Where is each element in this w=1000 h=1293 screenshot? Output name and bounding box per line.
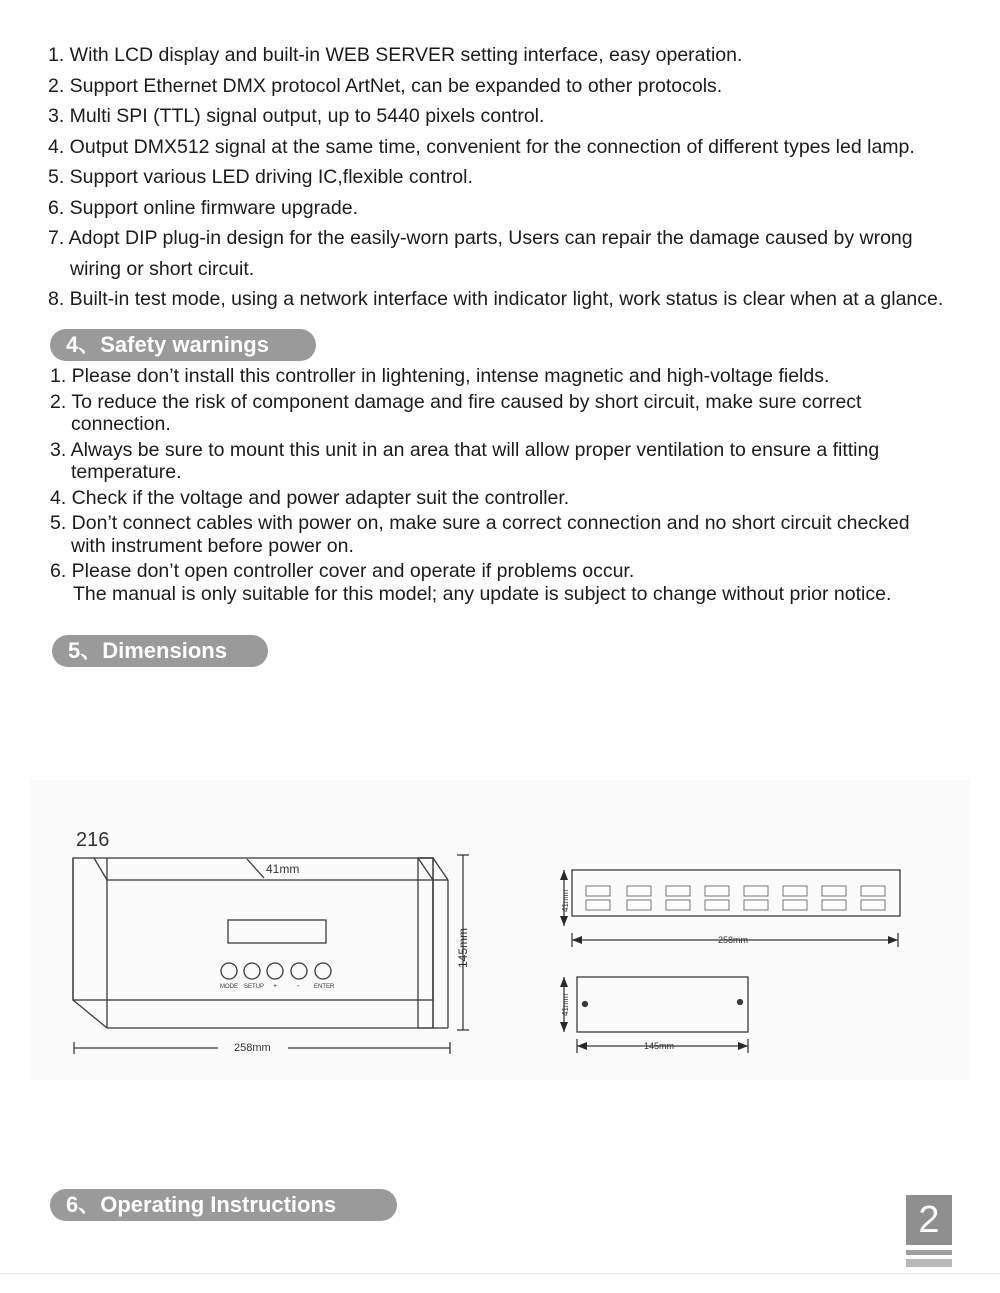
features-list — [48, 40, 978, 315]
mode-button-shape — [221, 963, 237, 979]
feature-item: 7. Adopt DIP plug-in design for the easily-worn parts, Users can repair the damage caused by wrong wiring or short circuit. — [48, 227, 913, 280]
button-label-minus: - — [297, 983, 300, 990]
side-height-label: 41mm — [561, 993, 570, 1016]
safety-item: 5. Don’t connect cables with power on, make sure a correct connection and no short circuit checked with instrument before power on. — [50, 512, 910, 557]
side-view-body — [577, 977, 748, 1032]
button-label-mode: MODE — [220, 984, 238, 990]
safety-item: 6. Please don’t open controller cover and operate if problems occur. The manual is only suitable for this model; any update is subject to change without prior notice. — [50, 560, 892, 605]
feature-item: 2. Support Ethernet DMX protocol ArtNet, can be expanded to other protocols. — [48, 74, 723, 97]
top-width-label: 258mm — [718, 935, 749, 945]
safety-list — [50, 365, 980, 608]
feature-item: 5. Support various LED driving IC,flexible control. — [48, 166, 473, 188]
dimensions-drawing — [30, 780, 970, 1080]
operating-heading: 6、Operating Instructions — [50, 1189, 397, 1221]
button-label-enter: ENTER — [314, 984, 335, 990]
top-view-body — [572, 870, 900, 916]
feature-item: 8. Built-in test mode, using a network interface with indicator light, work status is clear when at a glance. — [48, 288, 944, 310]
top-height-label: 41mm — [561, 889, 570, 912]
feature-item: 6. Support online firmware upgrade. — [48, 196, 359, 219]
dimensions-svg — [30, 780, 970, 1080]
side-width-label: 145mm — [644, 1041, 675, 1051]
lcd-screen — [228, 920, 326, 943]
enter-button-shape — [315, 963, 331, 979]
front-width-label: 258mm — [234, 1042, 271, 1054]
page-number-bar — [906, 1250, 952, 1255]
page-number: 2 — [906, 1195, 952, 1245]
button-label-plus: + — [273, 983, 278, 990]
dimensions-heading: 5、Dimensions — [52, 635, 268, 667]
plus-button-shape — [267, 963, 283, 979]
model-number: 216 — [76, 829, 110, 851]
feature-item: 4. Output DMX512 signal at the same time, convenient for the connection of different types led lamp. — [48, 135, 915, 158]
safety-item: 4. Check if the voltage and power adapter suit the controller. — [50, 486, 570, 509]
front-height-label: 145mm — [456, 927, 470, 968]
safety-item: 3. Always be sure to mount this unit in an area that will allow proper ventilation to ensure a fitting temperature. — [50, 438, 880, 483]
minus-button-shape — [291, 963, 307, 979]
page-number-bar — [906, 1259, 952, 1267]
button-label-setup: SETUP — [244, 984, 265, 990]
terminal-blocks — [586, 886, 885, 910]
safety-item: 2. To reduce the risk of component damage and fire caused by short circuit, make sure correct connection. — [50, 390, 862, 435]
front-depth-label: 41mm — [266, 862, 300, 876]
setup-button-shape — [244, 963, 260, 979]
bottom-divider — [0, 1273, 1000, 1274]
feature-item: 3. Multi SPI (TTL) signal output, up to 5440 pixels control. — [48, 105, 545, 127]
safety-heading: 4、Safety warnings — [50, 329, 316, 361]
safety-item: 1. Please don’t install this controller in lightening, intense magnetic and high-voltage fields. — [50, 365, 830, 387]
feature-item: 1. With LCD display and built-in WEB SERVER setting interface, easy operation. — [48, 44, 743, 66]
